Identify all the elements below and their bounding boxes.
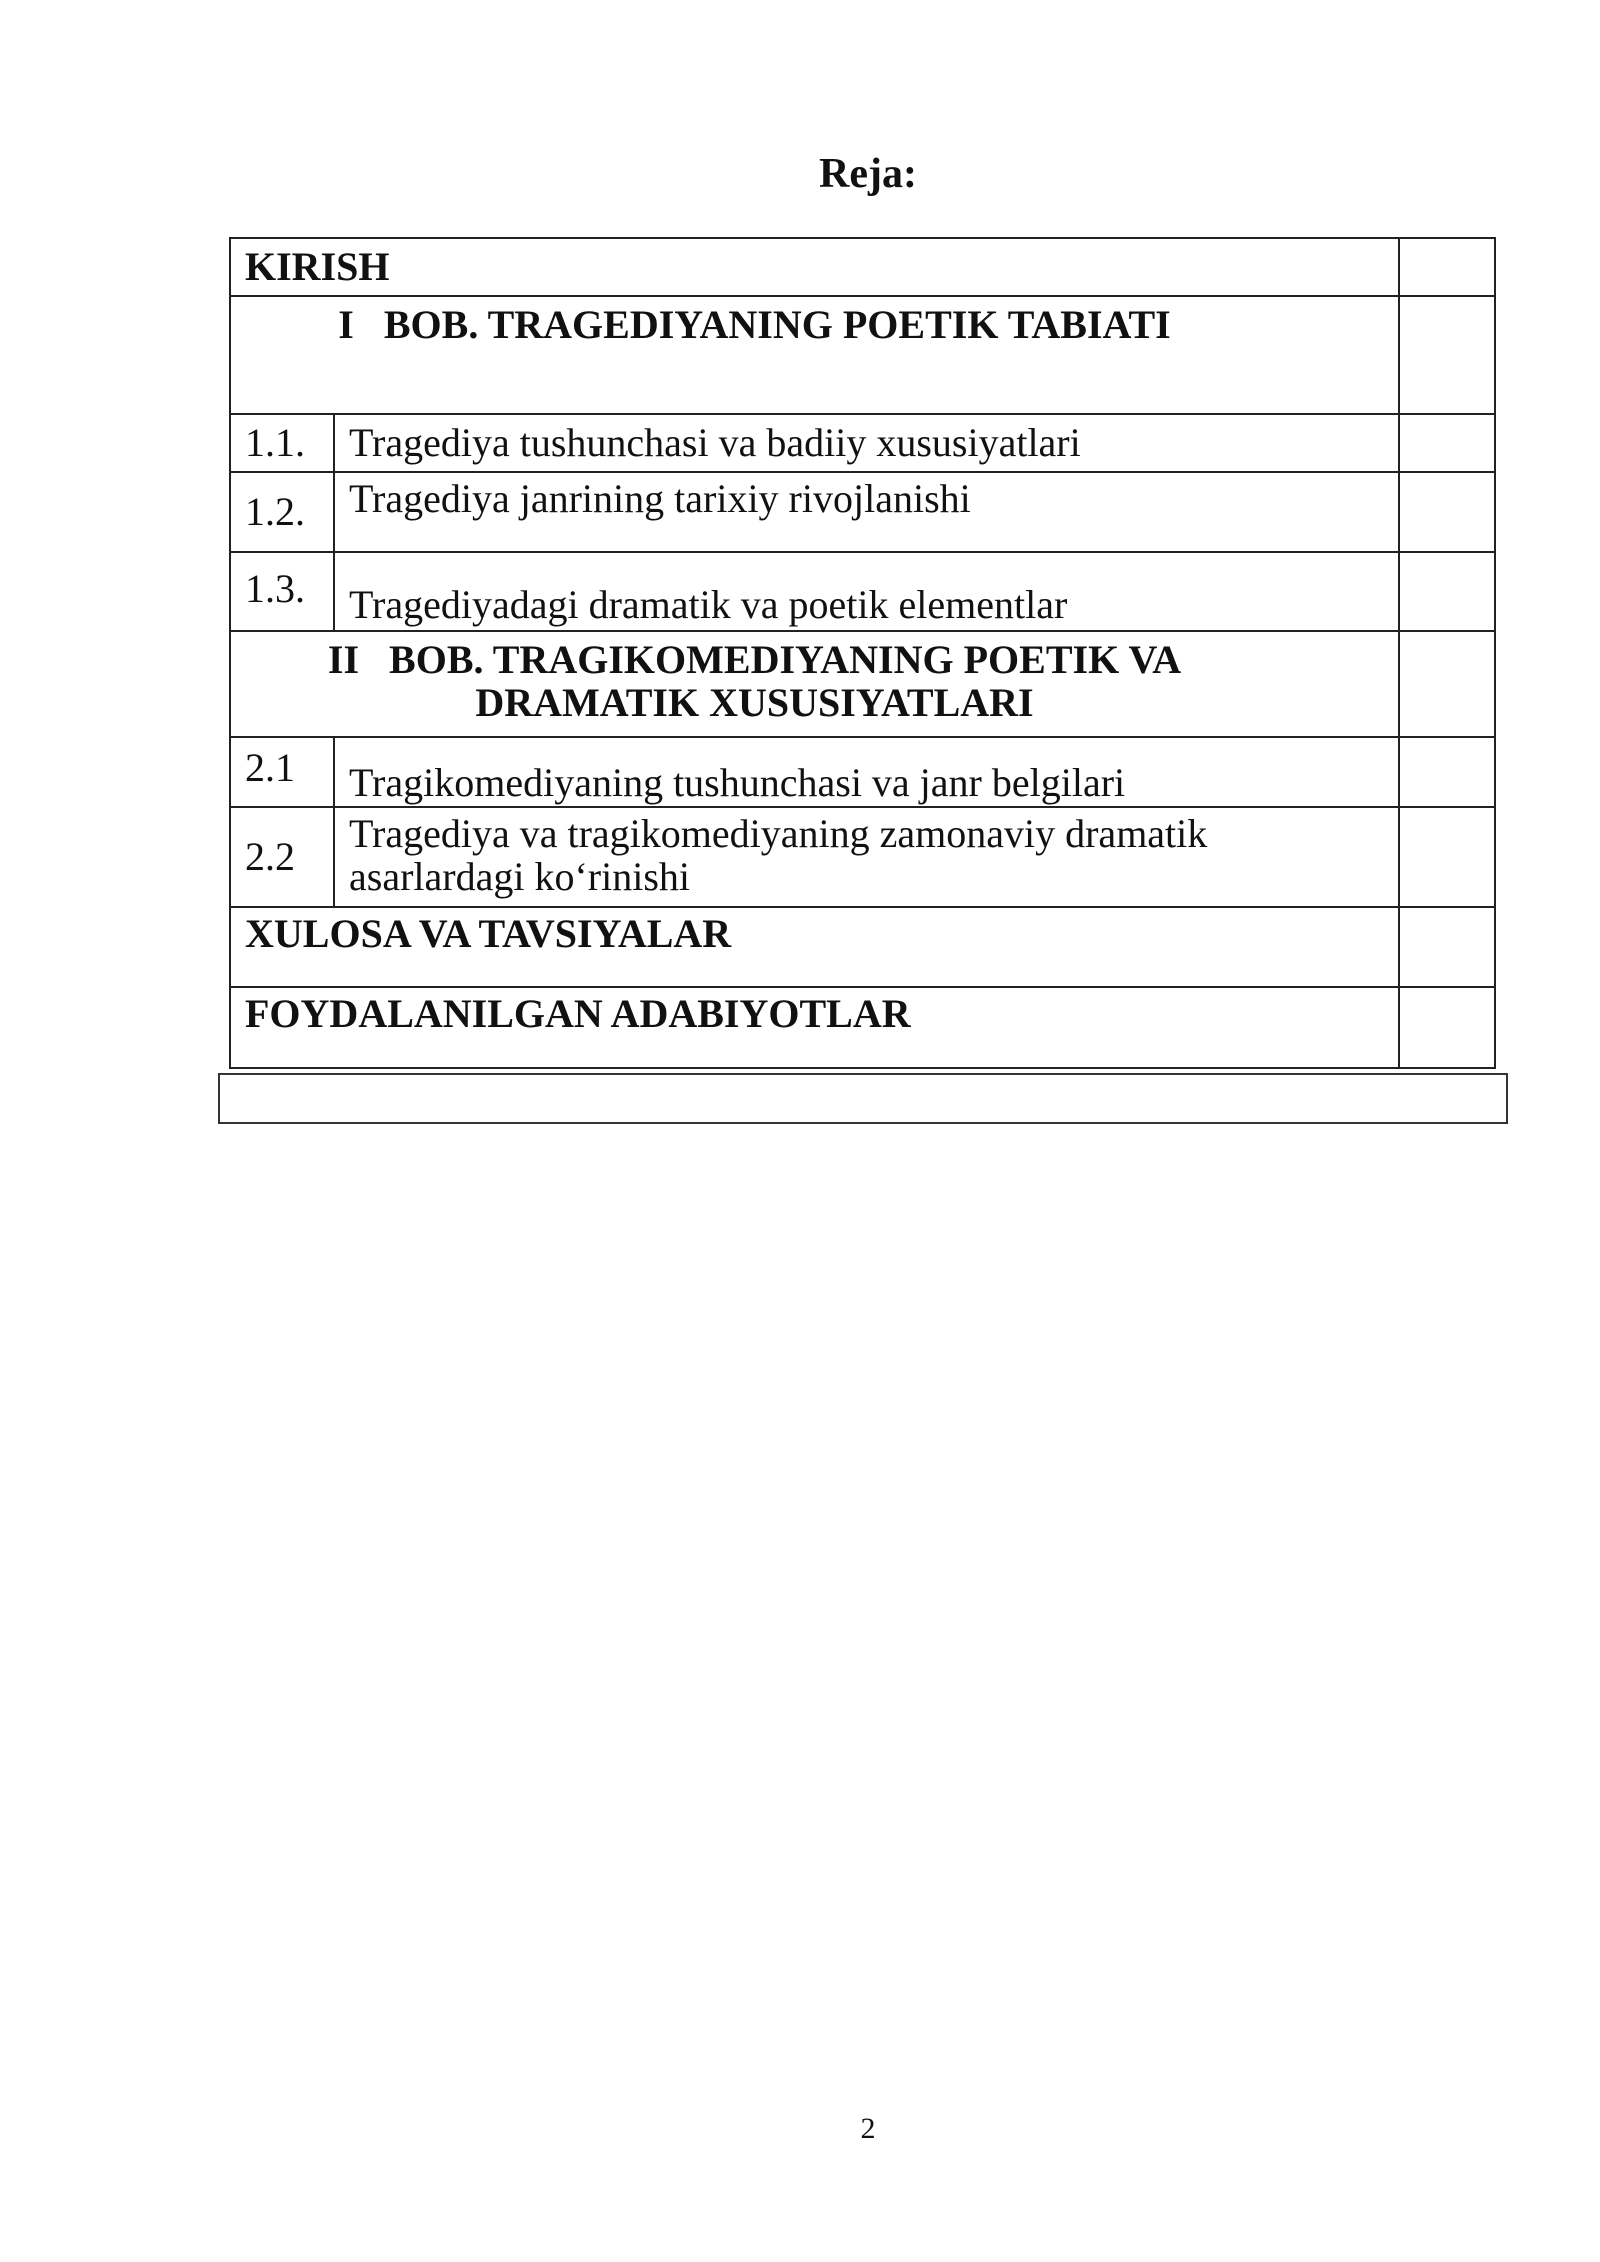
toc-item-text-line1: Tragediya va tragikomediyaning zamonaviy dramatik	[349, 811, 1208, 856]
chapter2-title-line1: BOB. TRAGIKOMEDIYANING POETIK VA	[389, 637, 1182, 682]
toc-page-cell	[1399, 238, 1495, 296]
toc-row-chapter2	[230, 631, 1495, 737]
toc-conclusion: XULOSA VA TAVSIYALAR	[230, 907, 1399, 987]
toc-page-cell	[1399, 552, 1495, 631]
toc-page-cell	[1399, 987, 1495, 1068]
toc-page-cell	[1399, 472, 1495, 552]
toc-item-number: 2.1	[230, 737, 334, 807]
toc-item-number: 1.2.	[230, 472, 334, 552]
toc-page-cell	[1399, 296, 1495, 414]
toc-page-cell	[1399, 414, 1495, 472]
toc-item-text-line2: asarlardagi ko‘rinishi	[349, 854, 690, 900]
chapter2-line1	[231, 638, 1278, 681]
toc-item-text: Tragikomediyaning tushunchasi va janr belgilari	[334, 737, 1399, 807]
toc-page-cell	[1399, 737, 1495, 807]
page-number: 2	[860, 2112, 876, 2145]
toc-chapter1-heading	[230, 296, 1399, 414]
toc-item-text-multiline	[334, 807, 1399, 907]
table-of-contents	[229, 237, 1496, 1069]
toc-row-conclusion	[230, 907, 1495, 987]
toc-row-item	[230, 472, 1495, 552]
toc-row-chapter1	[230, 296, 1495, 414]
toc-references: FOYDALANILGAN ADABIYOTLAR	[230, 987, 1399, 1068]
chapter1-roman: I	[338, 302, 354, 347]
toc-page-cell	[1399, 631, 1495, 737]
toc-item-number: 1.3.	[230, 552, 334, 631]
toc-row-item	[230, 807, 1495, 907]
page-title: Reja:	[819, 151, 917, 197]
toc-item-number: 2.2	[230, 807, 334, 907]
toc-item-text: Tragediya tushunchasi va badiiy xususiyatlari	[334, 414, 1399, 472]
toc-row-item	[230, 737, 1495, 807]
chapter1-title: BOB. TRAGEDIYANING POETIK TABIATI	[383, 302, 1171, 347]
toc-row-item	[230, 552, 1495, 631]
chapter2-title-line2: DRAMATIK XUSUSIYATLARI	[475, 680, 1034, 726]
toc-item-text: Tragediyadagi dramatik va poetik elementlar	[334, 552, 1399, 631]
toc-page-cell	[1399, 807, 1495, 907]
toc-intro: KIRISH	[230, 238, 1399, 296]
toc-row-intro	[230, 238, 1495, 296]
chapter1-line	[231, 303, 1278, 346]
toc-page-cell	[1399, 907, 1495, 987]
toc-item-number: 1.1.	[230, 414, 334, 472]
toc-chapter2-heading	[230, 631, 1399, 737]
toc-row-item	[230, 414, 1495, 472]
chapter2-roman: II	[327, 637, 360, 682]
toc-item-text: Tragediya janrining tarixiy rivojlanishi	[334, 472, 1399, 552]
empty-footer-box	[218, 1073, 1508, 1124]
toc-row-references	[230, 987, 1495, 1068]
